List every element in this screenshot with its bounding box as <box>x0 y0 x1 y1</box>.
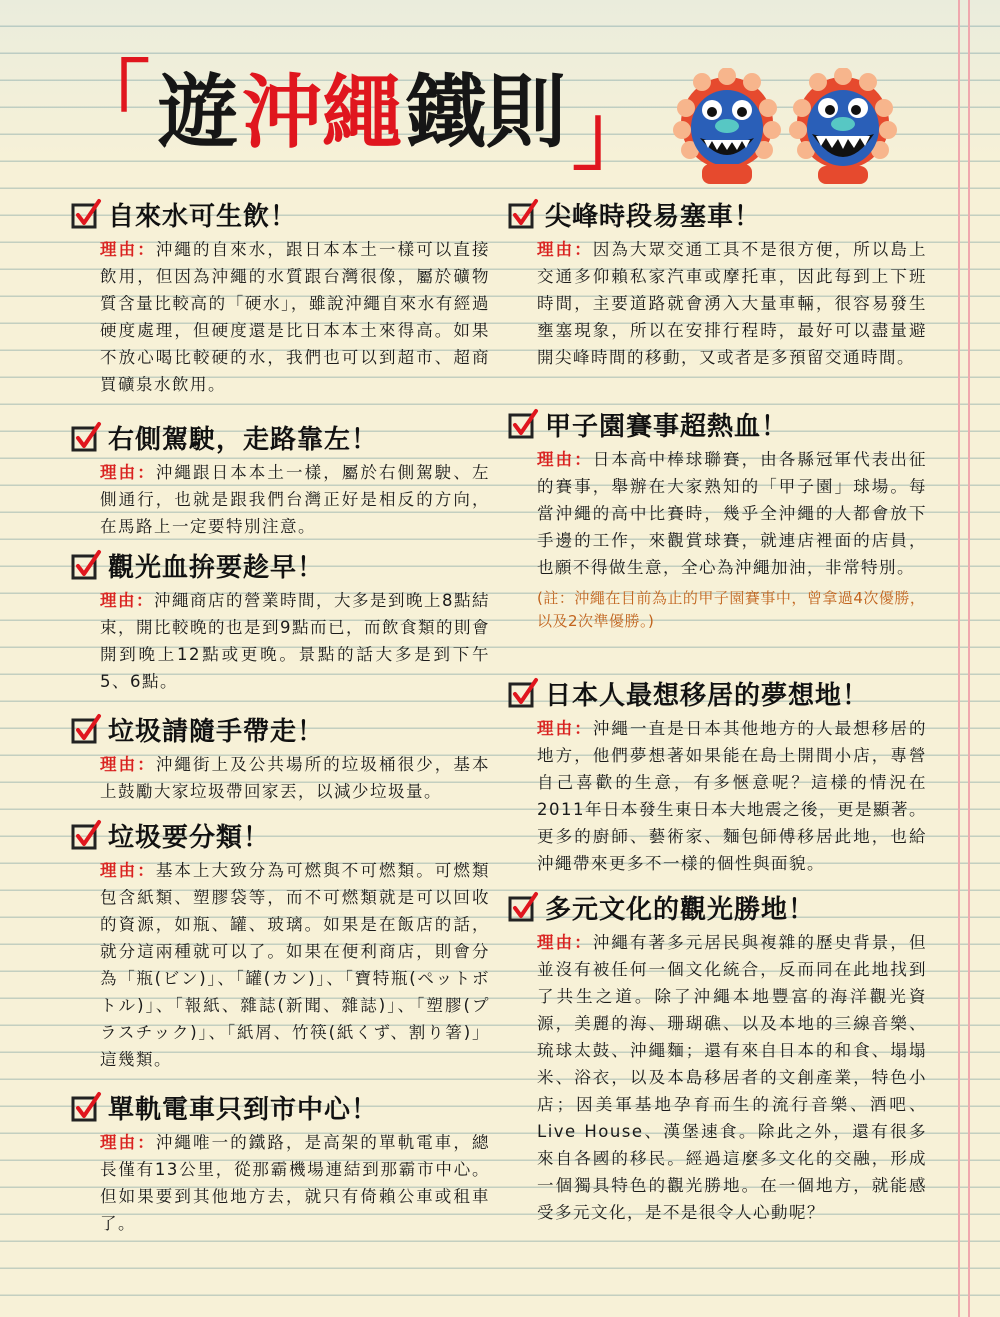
tip-title: 自來水可生飲！ <box>108 201 298 232</box>
reason-text: 沖繩跟日本本土一樣，屬於右側駕駛、左側通行，也就是跟我們台灣正好是相反的方向，在馬路上一定要特別注意。 <box>100 463 491 536</box>
reason-text: 基本上大致分為可燃與不可燃類。可燃類包含紙類、塑膠袋等，而不可燃類就是可以回收的資源，如瓶、罐、玻璃。如果是在飯店的話，就分這兩種就可以了。如果在便利商店，則會分為「瓶(ビン)」、「罐(カン)」、「寶特瓶(ペットボトル)」、「報紙、雜誌(新聞、雜誌)」、「塑膠(プラスチック)」、「紙屑、竹筷(紙くず、割り箸)」這幾類。 <box>100 861 491 1069</box>
tip-item <box>507 675 927 889</box>
tip-item <box>70 1089 490 1237</box>
right-column <box>507 196 927 1226</box>
checkbox-checked-icon <box>70 198 102 230</box>
shisa-illustration <box>672 68 782 188</box>
checkbox-checked-icon <box>70 421 102 453</box>
title-close-bracket: 」 <box>572 88 652 181</box>
tip-title: 尖峰時段易塞車！ <box>545 201 762 232</box>
tip-item <box>507 196 927 406</box>
reason-label: 理由： <box>100 755 156 774</box>
reason-text: 沖繩商店的營業時間，大多是到晚上8點結束，開比較晚的也是到9點而已，而飲食類的則會開到晚上12點或更晚。景點的話大多是到下午5、6點。 <box>100 591 490 691</box>
shisa-illustration <box>788 68 898 188</box>
tip-item <box>70 817 490 1089</box>
checkbox-checked-icon <box>507 408 539 440</box>
checkbox-checked-icon <box>70 713 102 745</box>
reason-text: 因為大眾交通工具不是很方便，所以島上交通多仰賴私家汽車或摩托車，因此每到上下班時間，主要道路就會湧入大量車輛，很容易發生壅塞現象，所以在安排行程時，最好可以盡量避開尖峰時間的移動，又或者是多預留交通時間。 <box>537 240 928 367</box>
reason-label: 理由： <box>537 933 593 952</box>
left-column <box>70 196 490 1237</box>
margin-line <box>958 0 960 1317</box>
tip-body <box>507 446 927 581</box>
checkbox-checked-icon <box>507 677 539 709</box>
tip-body <box>70 587 490 695</box>
tip-title: 日本人最想移居的夢想地！ <box>545 680 870 711</box>
tip-title: 甲子園賽事超熱血！ <box>545 411 789 442</box>
reason-text: 沖繩一直是日本其他地方的人最想移居的地方，他們夢想著如果能在島上開間小店，專營自己喜歡的生意，有多愜意呢？這樣的情況在2011年日本發生東日本大地震之後，更是顯著。更多的廚師、藝術家、麵包師傅移居此地，也給沖繩帶來更多不一樣的個性與面貌。 <box>537 719 928 873</box>
reason-label: 理由： <box>100 1133 156 1152</box>
tip-item <box>507 889 927 1226</box>
tip-body <box>70 751 490 805</box>
title-open-bracket: 「 <box>70 52 150 145</box>
tip-body <box>507 929 927 1226</box>
tip-body <box>507 236 927 371</box>
tip-item <box>70 547 490 711</box>
page-title <box>70 52 652 181</box>
tip-title: 觀光血拚要趁早！ <box>108 552 325 583</box>
tip-body <box>70 857 490 1073</box>
tip-title: 多元文化的觀光勝地！ <box>545 894 816 925</box>
reason-label: 理由： <box>100 463 156 482</box>
checkbox-checked-icon <box>507 198 539 230</box>
tip-title: 垃圾請隨手帶走！ <box>108 716 325 747</box>
reason-label: 理由： <box>100 591 154 610</box>
reason-text: 沖繩有著多元居民與複雜的歷史背景，但並沒有被任何一個文化統合，反而同在此地找到了共生之道。除了沖繩本地豐富的海洋觀光資源，美麗的海、珊瑚礁、以及本地的三線音樂、琉球太鼓、沖繩麵；還有來自日本的和食、塌塌米、浴衣，以及本島移居者的文創產業，特色小店；因美軍基地孕育而生的流行音樂、酒吧、Live House、漢堡速食。除此之外，還有很多來自各國的移民。經過這麼多文化的交融，形成一個獨具特色的觀光勝地。在一個地方，就能感受多元文化，是不是很令人心動呢？ <box>537 933 928 1222</box>
tip-title: 垃圾要分類！ <box>108 822 271 853</box>
reason-text: 沖繩唯一的鐵路，是高架的單軌電車，總長僅有13公里，從那霸機場連結到那霸市中心。但如果要到其他地方去，就只有倚賴公車或租車了。 <box>100 1133 491 1233</box>
checkbox-checked-icon <box>507 891 539 923</box>
tip-item <box>507 406 927 675</box>
reason-label: 理由： <box>537 719 593 738</box>
tip-body <box>70 459 490 540</box>
tip-item <box>70 711 490 817</box>
margin-line <box>968 0 970 1317</box>
tip-item <box>70 419 490 547</box>
checkbox-checked-icon <box>70 819 102 851</box>
reason-label: 理由： <box>537 450 593 469</box>
tip-body <box>70 236 490 398</box>
reason-label: 理由： <box>537 240 593 259</box>
title-word-okinawa: 沖繩 <box>242 66 402 159</box>
tip-title: 單軌電車只到市中心！ <box>108 1094 379 1125</box>
checkbox-checked-icon <box>70 1091 102 1123</box>
tip-item <box>70 196 490 419</box>
checkbox-checked-icon <box>70 549 102 581</box>
title-word-tour: 遊 <box>158 66 238 159</box>
title-word-rules: 鐵則 <box>406 66 566 159</box>
reason-text: 日本高中棒球聯賽，由各縣冠軍代表出征的賽事，舉辦在大家熟知的「甲子園」球場。每當沖繩的高中比賽時，幾乎全沖繩的人都會放下手邊的工作，來觀賞球賽，就連店裡面的店員，也願不得做生意，全心為沖繩加油，非常特別。 <box>537 450 928 577</box>
reason-text: 沖繩街上及公共場所的垃圾桶很少，基本上鼓勵大家垃圾帶回家丟，以減少垃圾量。 <box>100 755 491 801</box>
reason-text: 沖繩的自來水，跟日本本土一樣可以直接飲用，但因為沖繩的水質跟台灣很像，屬於礦物質含量比較高的「硬水」，雖說沖繩自來水有經過硬度處理，但硬度還是比日本本土來得高。如果不放心喝比較硬的水，我們也可以到超市、超商買礦泉水飲用。 <box>100 240 491 394</box>
tip-body <box>70 1129 490 1237</box>
reason-label: 理由： <box>100 861 156 880</box>
tip-body <box>507 715 927 877</box>
footnote: (註：沖繩在目前為止的甲子園賽事中，曾拿過4次優勝，以及2次準優勝。) <box>537 589 926 630</box>
reason-label: 理由： <box>100 240 156 259</box>
tip-title: 右側駕駛，走路靠左！ <box>108 424 379 455</box>
